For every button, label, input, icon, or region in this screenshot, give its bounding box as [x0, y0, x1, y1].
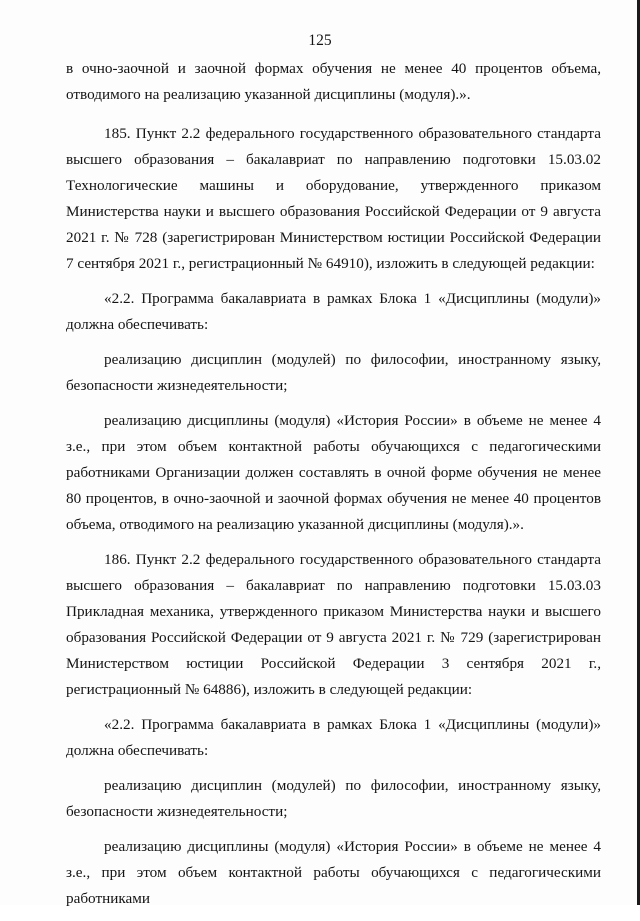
paragraph-history-russia-second: реализацию дисциплины (модуля) «История России» в объеме не менее 4 з.е., при этом объем контактной работы обучающихся с педагогическими работниками: [66, 838, 601, 907]
document-body: [66, 56, 601, 921]
paragraph-disciplines-second: реализацию дисциплин (модулей) по философии, иностранному языку, безопасности жизнедеятельности;: [66, 777, 601, 820]
paragraph-disciplines: реализацию дисциплин (модулей) по философии, иностранному языку, безопасности жизнедеятельности;: [66, 351, 601, 394]
paragraph-quote-2-2-second: «2.2. Программа бакалавриата в рамках Блока 1 «Дисциплины (модули)» должна обеспечивать:: [66, 716, 601, 759]
paragraph-item-186: 186. Пункт 2.2 федерального государственного образовательного стандарта высшего образования – бакалавриат по направлению подготовки 15.03.03 Прикладная механика, утвержденного приказом Министерства науки и высшего образования Российской Федерации от 9 августа 2021 г. № 729 (зарегистрирован Министерством юстиции Российской Федерации 3 сентября 2021 г., регистрационный № 64886), изложить в следующей редакции:: [66, 551, 601, 698]
paragraph-continuation: в очно-заочной и заочной формах обучения не менее 40 процентов объема, отводимого на реализацию указанной дисциплины (модуля).».: [66, 60, 601, 103]
paragraph-item-185: 185. Пункт 2.2 федерального государственного образовательного стандарта высшего образования – бакалавриат по направлению подготовки 15.03.02 Технологические машины и оборудование, утвержденного приказом Министерства науки и высшего образования Российской Федерации от 9 августа 2021 г. № 728 (зарегистрирован Министерством юстиции Российской Федерации 7 сентября 2021 г., регистрационный № 64910), изложить в следующей редакции:: [66, 125, 601, 272]
page-number: 125: [308, 32, 332, 49]
paragraph-history-russia: реализацию дисциплины (модуля) «История России» в объеме не менее 4 з.е., при этом объем контактной работы обучающихся с педагогическими работниками Организации должен составлять в очной форме обучения не менее 80 процентов, в очно-заочной и заочной формах обучения не менее 40 процентов объема, отводимого на реализацию указанной дисциплины (модуля).».: [66, 412, 601, 533]
paragraph-quote-2-2: «2.2. Программа бакалавриата в рамках Блока 1 «Дисциплины (модули)» должна обеспечивать:: [66, 290, 601, 333]
